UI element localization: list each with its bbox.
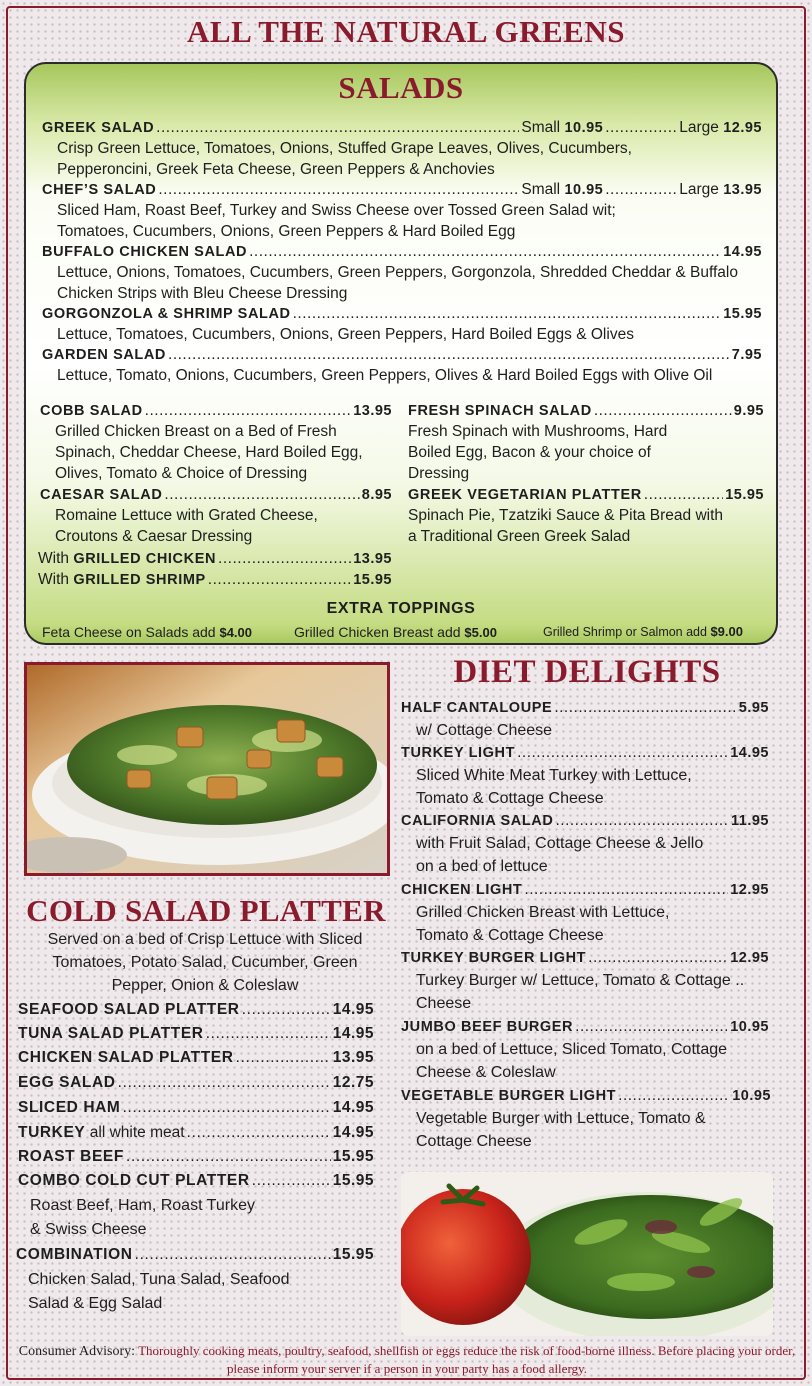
topping-price: $4.00 <box>219 625 253 640</box>
item-name: CHEF’S SALAD <box>42 182 157 198</box>
item-description: with Fruit Salad, Cottage Cheese & Jello on a bed of lettuce <box>416 835 704 875</box>
item-price: 15.95 <box>332 1148 374 1165</box>
menu-item-greek-vegetarian-platter[interactable] <box>408 485 764 547</box>
item-name: GORGONZOLA & SHRIMP SALAD <box>42 306 291 322</box>
item-price: 10.95 <box>732 1088 771 1104</box>
item-name: COMBO COLD CUT PLATTER <box>18 1172 250 1189</box>
menu-item-fresh-spinach-salad[interactable] <box>408 401 764 484</box>
menu-item-cobb-salad[interactable] <box>40 401 392 484</box>
topping-label: Grilled Chicken Breast add <box>294 624 461 640</box>
item-description: Turkey Burger w/ Lettuce, Tomato & Cottage .. Cheese <box>416 972 745 1012</box>
item-name: CHICKEN SALAD PLATTER <box>18 1049 234 1066</box>
menu-item-california-salad[interactable] <box>401 810 769 878</box>
item-price: 8.95 <box>361 487 392 503</box>
item-description: Lettuce, Onions, Tomatoes, Cucumbers, Green Peppers, Gorgonzola, Shredded Cheddar & Buffalo Chicken Strips with Bleu Cheese Dressing <box>57 264 738 302</box>
item-name: EGG SALAD <box>18 1074 116 1091</box>
item-description: Sliced Ham, Roast Beef, Turkey and Swiss Cheese over Tossed Green Salad wit; Tomatoes, Cucumbers, Onions, Green Peppers & Hard Boiled Egg <box>57 202 616 240</box>
advisory-lead: Consumer Advisory: <box>18 1344 136 1359</box>
item-description: Sliced White Meat Turkey with Lettuce, Tomato & Cottage Cheese <box>416 767 692 807</box>
menu-item-combo-cold-cut-platter[interactable] <box>18 1169 374 1242</box>
item-price: 15.95 <box>723 306 762 322</box>
menu-item-vegetable-burger-light[interactable] <box>401 1085 771 1153</box>
item-price: 13.95 <box>353 551 392 567</box>
item-name: CAESAR SALAD <box>40 487 163 503</box>
item-description: Crisp Green Lettuce, Tomatoes, Onions, Stuffed Grape Leaves, Olives, Cucumbers, Pepperoncini, Greek Feta Cheese, Green Peppers & Anchovies <box>57 140 632 178</box>
item-name: GREEK SALAD <box>42 120 155 136</box>
item-price: 12.95 <box>730 950 769 966</box>
item-price: 9.95 <box>733 403 764 419</box>
item-price: 15.95 <box>332 1246 374 1263</box>
item-price: 14.95 <box>332 1099 374 1116</box>
menu-item-buffalo-chicken-salad[interactable] <box>42 242 762 304</box>
item-name: GREEK VEGETARIAN PLATTER <box>408 487 642 503</box>
item-name: TUNA SALAD PLATTER <box>18 1025 204 1042</box>
large-price: 13.95 <box>723 182 762 198</box>
item-name: TURKEY LIGHT <box>401 745 516 761</box>
diet-delights-title: DIET DELIGHTS <box>453 654 721 690</box>
item-name: BUFFALO CHICKEN SALAD <box>42 244 248 260</box>
item-name: JUMBO BEEF BURGER <box>401 1019 574 1035</box>
advisory-text: Thoroughly cooking meats, poultry, seafood, shellfish or eggs reduce the risk of food-borne illness. Before placing your order, please inform your server if a person in your party has a food allergy. <box>138 1343 796 1376</box>
large-price: 12.95 <box>723 120 762 136</box>
topping-feta[interactable] <box>42 624 252 640</box>
item-description: on a bed of Lettuce, Sliced Tomato, Cottage Cheese & Coleslaw <box>416 1041 728 1081</box>
small-price: 10.95 <box>564 120 604 136</box>
item-description: Roast Beef, Ham, Roast Turkey & Swiss Cheese <box>30 1196 255 1238</box>
item-price: 10.95 <box>730 1019 769 1035</box>
menu-item-caesar-grilled-shrimp[interactable] <box>38 570 392 590</box>
item-name: HALF CANTALOUPE <box>401 700 553 716</box>
menu-item-greek-salad[interactable] <box>42 118 762 180</box>
menu-item-roast-beef[interactable] <box>18 1145 374 1170</box>
item-name: CALIFORNIA SALAD <box>401 813 554 829</box>
menu-item-seafood-salad-platter[interactable] <box>18 998 374 1023</box>
item-name: VEGETABLE BURGER LIGHT <box>401 1088 617 1104</box>
item-name: GRILLED SHRIMP <box>73 572 206 588</box>
item-price: 15.95 <box>725 487 764 503</box>
salads-title: SALADS <box>338 70 464 105</box>
item-price: 14.95 <box>730 745 769 761</box>
item-price: 14.95 <box>332 1001 374 1018</box>
item-price: 13.95 <box>332 1049 374 1066</box>
topping-shrimp-salmon[interactable] <box>543 624 743 639</box>
item-price: 15.95 <box>332 1172 374 1189</box>
menu-item-egg-salad[interactable] <box>18 1071 374 1096</box>
item-price: 14.95 <box>332 1124 374 1141</box>
menu-item-chicken-salad-platter[interactable] <box>18 1046 374 1071</box>
tossed-salad-image <box>401 1172 773 1336</box>
item-name: GARDEN SALAD <box>42 347 167 363</box>
item-name: TURKEY BURGER LIGHT <box>401 950 587 966</box>
item-description: Fresh Spinach with Mushrooms, Hard Boiled Egg, Bacon & your choice of Dressing <box>408 423 668 482</box>
item-name: CHICKEN LIGHT <box>401 882 523 898</box>
menu-item-turkey-light[interactable] <box>401 742 769 810</box>
item-description: Vegetable Burger with Lettuce, Tomato & Cottage Cheese <box>416 1110 706 1150</box>
small-price: 10.95 <box>564 182 604 198</box>
tossed-salad-photo <box>401 1172 773 1336</box>
item-price: 7.95 <box>731 347 762 363</box>
menu-item-combination[interactable] <box>16 1243 374 1316</box>
topping-label: Feta Cheese on Salads add <box>42 624 216 640</box>
menu-item-caesar-grilled-chicken[interactable] <box>38 549 392 569</box>
menu-item-tuna-salad-platter[interactable] <box>18 1022 374 1047</box>
extra-toppings-title: EXTRA TOPPINGS <box>326 600 476 617</box>
menu-item-chicken-light[interactable] <box>401 879 769 947</box>
item-price: 12.75 <box>332 1074 374 1091</box>
item-description: w/ Cottage Cheese <box>416 722 553 739</box>
caesar-salad-photo <box>24 662 390 876</box>
item-name: TURKEY <box>18 1124 86 1141</box>
consumer-advisory <box>16 1342 798 1377</box>
item-price: 12.95 <box>730 882 769 898</box>
small-label: Small <box>521 119 561 136</box>
item-name: FRESH SPINACH SALAD <box>408 403 592 419</box>
menu-item-turkey[interactable] <box>18 1121 374 1146</box>
menu-item-half-cantaloupe[interactable] <box>401 697 769 742</box>
item-name: COMBINATION <box>16 1246 133 1263</box>
menu-item-caesar-salad[interactable] <box>40 485 392 547</box>
menu-item-chefs-salad[interactable] <box>42 180 762 242</box>
option-prefix: With <box>38 571 69 588</box>
item-name: SEAFOOD SALAD PLATTER <box>18 1001 240 1018</box>
menu-item-sliced-ham[interactable] <box>18 1096 374 1121</box>
topping-label: Grilled Shrimp or Salmon add <box>543 625 707 639</box>
item-price: 14.95 <box>332 1025 374 1042</box>
item-price: 13.95 <box>353 403 392 419</box>
large-label: Large <box>679 181 719 198</box>
topping-price: $9.00 <box>710 624 743 639</box>
item-price: 14.95 <box>723 244 762 260</box>
item-description: Lettuce, Tomatoes, Cucumbers, Onions, Green Peppers, Hard Boiled Eggs & Olives <box>57 326 634 343</box>
item-price: 11.95 <box>731 813 769 829</box>
option-prefix: With <box>38 550 69 567</box>
cold-platter-intro: Served on a bed of Crisp Lettuce with Sliced Tomatoes, Potato Salad, Cucumber, Green Pepper, Onion & Coleslaw <box>47 931 363 994</box>
page-title: ALL THE NATURAL GREENS <box>187 14 625 49</box>
item-name: GRILLED CHICKEN <box>73 551 217 567</box>
menu-item-garden-salad[interactable] <box>42 345 762 386</box>
item-description: Romaine Lettuce with Grated Cheese, Croutons & Caesar Dressing <box>55 507 318 545</box>
small-label: Small <box>521 181 561 198</box>
salads-panel <box>24 62 778 645</box>
item-price: 5.95 <box>738 700 769 716</box>
cold-salad-platter-title: COLD SALAD PLATTER <box>26 893 386 928</box>
item-description: Chicken Salad, Tuna Salad, Seafood Salad & Egg Salad <box>28 1270 290 1312</box>
menu-item-jumbo-beef-burger[interactable] <box>401 1016 769 1084</box>
menu-item-gorgonzola-shrimp-salad[interactable] <box>42 304 762 345</box>
topping-price: $5.00 <box>464 625 497 640</box>
topping-chicken[interactable] <box>294 624 497 640</box>
item-description: Grilled Chicken Breast with Lettuce, Tomato & Cottage Cheese <box>416 904 670 944</box>
item-price: 15.95 <box>353 572 392 588</box>
item-name: COBB SALAD <box>40 403 143 419</box>
item-note: all white meat <box>89 1124 185 1141</box>
item-description: Spinach Pie, Tzatziki Sauce & Pita Bread with a Traditional Green Greek Salad <box>408 507 724 545</box>
caesar-salad-image <box>27 665 387 873</box>
item-description: Grilled Chicken Breast on a Bed of Fresh Spinach, Cheddar Cheese, Hard Boiled Egg, Olives, Tomato & Choice of Dressing <box>55 423 363 482</box>
item-name: SLICED HAM <box>18 1099 121 1116</box>
menu-item-turkey-burger-light[interactable] <box>401 947 769 1015</box>
item-description: Lettuce, Tomato, Onions, Cucumbers, Green Peppers, Olives & Hard Boiled Eggs with Olive Oil <box>57 367 713 384</box>
item-name: ROAST BEEF <box>18 1148 124 1165</box>
large-label: Large <box>679 119 719 136</box>
